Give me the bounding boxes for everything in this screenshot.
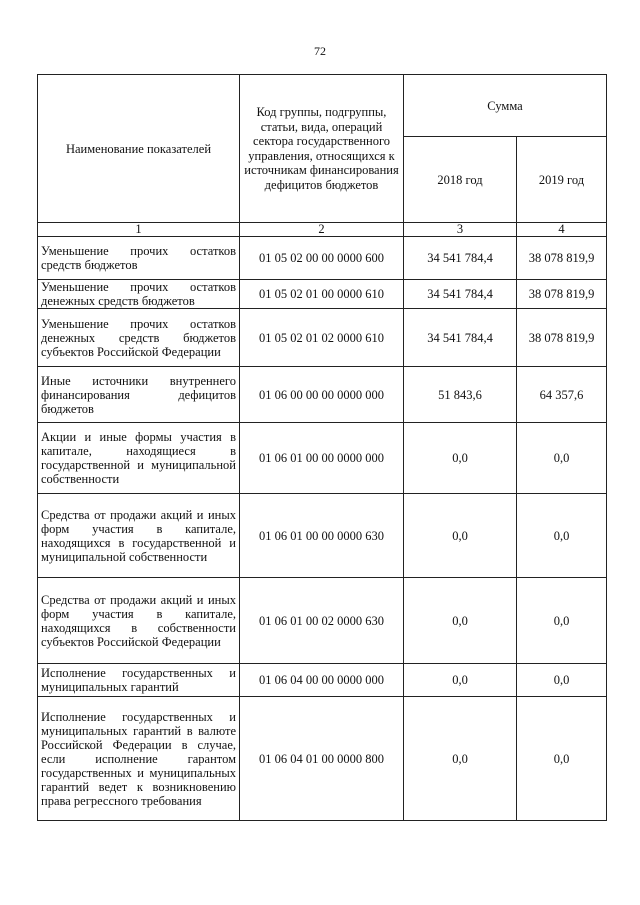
amount-2018-cell: 34 541 784,4: [404, 237, 517, 280]
table-row: [38, 237, 607, 280]
amount-2018-cell: 51 843,6: [404, 367, 517, 423]
table-row: [38, 664, 607, 697]
indicator-name-cell: Исполнение государственных и муниципальных гарантий в валюте Российской Федерации в случае, если исполнение гарантом государственных и муниципальных гарантий ведет к возникновению права регрессного требования: [38, 697, 240, 821]
classification-code-cell: 01 06 01 00 00 0000 630: [240, 494, 404, 578]
amount-2018-cell: 0,0: [404, 423, 517, 494]
column-number: 2: [240, 223, 404, 237]
amount-2019-cell: 0,0: [517, 664, 607, 697]
classification-code-cell: 01 06 04 01 00 0000 800: [240, 697, 404, 821]
table-row: [38, 494, 607, 578]
indicator-name-cell: Иные источники внутреннего финансирования дефицитов бюджетов: [38, 367, 240, 423]
indicator-name-cell: Уменьшение прочих остатков денежных средств бюджетов: [38, 280, 240, 309]
column-number: 4: [517, 223, 607, 237]
header-year-2018: 2018 год: [404, 137, 517, 223]
classification-code-cell: 01 05 02 00 00 0000 600: [240, 237, 404, 280]
column-number: 3: [404, 223, 517, 237]
table-row: [38, 280, 607, 309]
header-classification-code: Код группы, подгруппы, статьи, вида, операций сектора государственного управления, относящихся к источникам финансирования дефицитов бюджетов: [240, 75, 404, 223]
amount-2018-cell: 0,0: [404, 697, 517, 821]
amount-2019-cell: 38 078 819,9: [517, 309, 607, 367]
table-row: [38, 697, 607, 821]
amount-2019-cell: 38 078 819,9: [517, 280, 607, 309]
table-row: [38, 423, 607, 494]
amount-2018-cell: 0,0: [404, 664, 517, 697]
header-year-2019: 2019 год: [517, 137, 607, 223]
classification-code-cell: 01 06 01 00 00 0000 000: [240, 423, 404, 494]
classification-code-cell: 01 06 01 00 02 0000 630: [240, 578, 404, 664]
indicator-name-cell: Средства от продажи акций и иных форм участия в капитале, находящихся в государственной и муниципальной собственности: [38, 494, 240, 578]
amount-2018-cell: 34 541 784,4: [404, 309, 517, 367]
classification-code-cell: 01 06 00 00 00 0000 000: [240, 367, 404, 423]
indicator-name-cell: Уменьшение прочих остатков средств бюджетов: [38, 237, 240, 280]
amount-2019-cell: 64 357,6: [517, 367, 607, 423]
table-row: [38, 367, 607, 423]
table-row: [38, 578, 607, 664]
classification-code-cell: 01 05 02 01 00 0000 610: [240, 280, 404, 309]
indicator-name-cell: Акции и иные формы участия в капитале, находящиеся в государственной и муниципальной собственности: [38, 423, 240, 494]
amount-2019-cell: 0,0: [517, 697, 607, 821]
amount-2019-cell: 0,0: [517, 494, 607, 578]
page-number: 72: [314, 44, 326, 58]
amount-2019-cell: 0,0: [517, 578, 607, 664]
amount-2019-cell: 0,0: [517, 423, 607, 494]
amount-2019-cell: 38 078 819,9: [517, 237, 607, 280]
indicator-name-cell: Уменьшение прочих остатков денежных средств бюджетов субъектов Российской Федерации: [38, 309, 240, 367]
classification-code-cell: 01 06 04 00 00 0000 000: [240, 664, 404, 697]
header-sum: Сумма: [404, 75, 607, 137]
amount-2018-cell: 34 541 784,4: [404, 280, 517, 309]
budget-sources-table: [37, 74, 607, 821]
amount-2018-cell: 0,0: [404, 578, 517, 664]
column-number: 1: [38, 223, 240, 237]
classification-code-cell: 01 05 02 01 02 0000 610: [240, 309, 404, 367]
column-numbers-row: [38, 223, 607, 237]
indicator-name-cell: Средства от продажи акций и иных форм участия в капитале, находящихся в собственности субъектов Российской Федерации: [38, 578, 240, 664]
header-indicator-name: Наименование показателей: [38, 75, 240, 223]
table-row: [38, 309, 607, 367]
indicator-name-cell: Исполнение государственных и муниципальных гарантий: [38, 664, 240, 697]
amount-2018-cell: 0,0: [404, 494, 517, 578]
